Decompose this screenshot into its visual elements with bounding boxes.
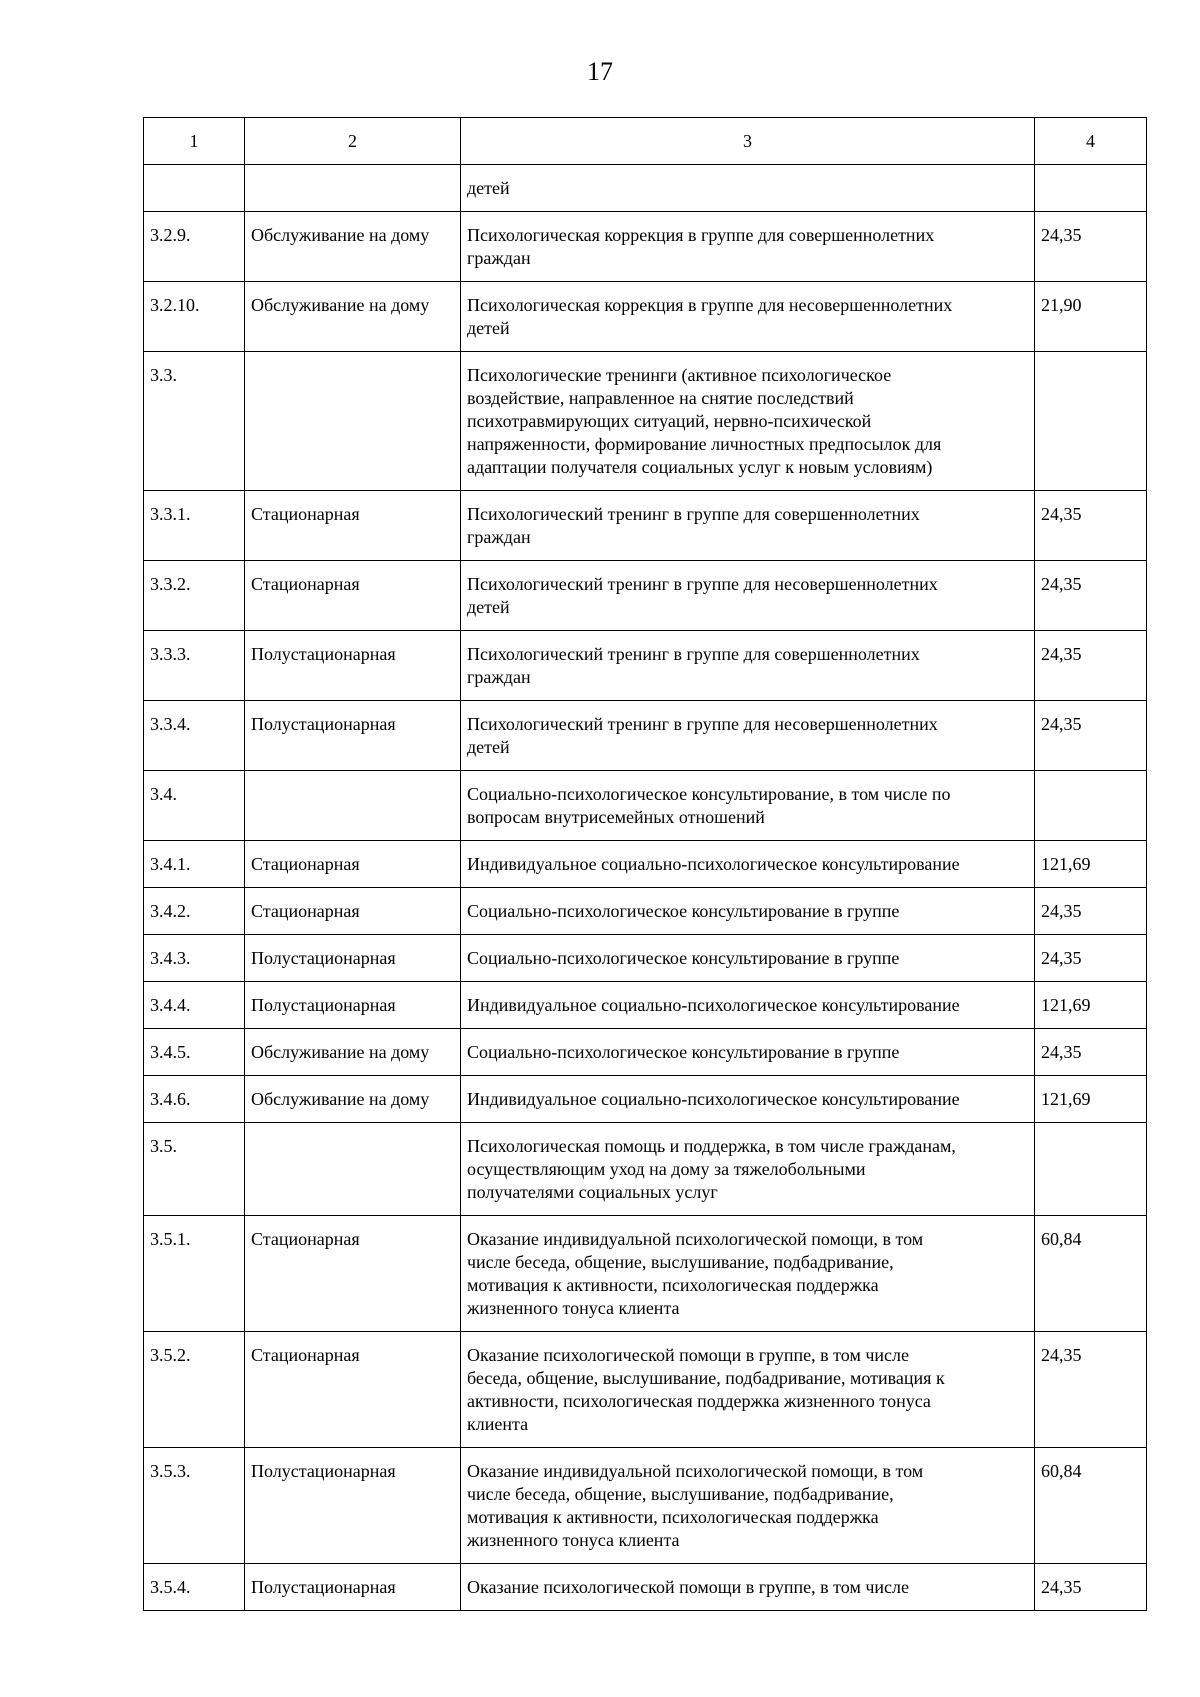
tariff-value-cell: 24,35 — [1035, 1029, 1147, 1076]
service-name-cell: Оказание индивидуальной психологической помощи, в том числе беседа, общение, выслушивание, подбадривание, мотивация к активности, психологическая поддержка жизненного тонуса клиента — [461, 1448, 1035, 1564]
service-form-cell: Стационарная — [245, 841, 461, 888]
tariff-value-cell — [1035, 352, 1147, 491]
table-row — [144, 771, 1147, 841]
table-row — [144, 352, 1147, 491]
service-name-cell: Социально-психологическое консультирование в группе — [461, 1029, 1035, 1076]
service-form-cell — [245, 1123, 461, 1216]
service-name-cell: Социально-психологическое консультирование в группе — [461, 888, 1035, 935]
table-row — [144, 1123, 1147, 1216]
service-form-cell: Полустационарная — [245, 935, 461, 982]
service-form-cell: Обслуживание на дому — [245, 212, 461, 282]
item-number-cell: 3.5.4. — [144, 1564, 245, 1611]
service-name-cell: детей — [461, 165, 1035, 212]
table-row — [144, 491, 1147, 561]
page-number: 17 — [587, 57, 613, 86]
tariff-value-cell: 24,35 — [1035, 561, 1147, 631]
service-form-cell — [245, 771, 461, 841]
service-name-cell: Психологический тренинг в группе для совершеннолетних граждан — [461, 631, 1035, 701]
tariff-value-cell: 60,84 — [1035, 1216, 1147, 1332]
service-name-cell: Психологическая коррекция в группе для несовершеннолетних детей — [461, 282, 1035, 352]
service-name-cell: Психологический тренинг в группе для несовершеннолетних детей — [461, 561, 1035, 631]
service-form-cell: Полустационарная — [245, 1564, 461, 1611]
service-form-cell: Стационарная — [245, 1216, 461, 1332]
item-number-cell — [144, 165, 245, 212]
tariff-value-cell — [1035, 771, 1147, 841]
service-name-cell: Оказание психологической помощи в группе, в том числе — [461, 1564, 1035, 1611]
table-row — [144, 1076, 1147, 1123]
tariff-value-cell: 24,35 — [1035, 1564, 1147, 1611]
item-number-cell: 3.4.6. — [144, 1076, 245, 1123]
service-form-cell: Стационарная — [245, 888, 461, 935]
tariff-value-cell: 24,35 — [1035, 212, 1147, 282]
service-name-cell: Психологический тренинг в группе для совершеннолетних граждан — [461, 491, 1035, 561]
service-name-cell: Психологический тренинг в группе для несовершеннолетних детей — [461, 701, 1035, 771]
tariff-value-cell: 121,69 — [1035, 1076, 1147, 1123]
column-header-2: 2 — [245, 118, 461, 165]
service-name-cell: Социально-психологическое консультирование в группе — [461, 935, 1035, 982]
item-number-cell: 3.3. — [144, 352, 245, 491]
tariff-value-cell: 24,35 — [1035, 491, 1147, 561]
tariff-value-cell: 121,69 — [1035, 841, 1147, 888]
service-form-cell: Обслуживание на дому — [245, 1076, 461, 1123]
item-number-cell: 3.4. — [144, 771, 245, 841]
table-row — [144, 212, 1147, 282]
tariff-value-cell — [1035, 1123, 1147, 1216]
item-number-cell: 3.5. — [144, 1123, 245, 1216]
table-row — [144, 282, 1147, 352]
table-row — [144, 1332, 1147, 1448]
item-number-cell: 3.4.3. — [144, 935, 245, 982]
item-number-cell: 3.4.1. — [144, 841, 245, 888]
tariff-value-cell: 24,35 — [1035, 631, 1147, 701]
service-name-cell: Психологическая помощь и поддержка, в том числе гражданам, осуществляющим уход на дому за тяжелобольными получателями социальных услуг — [461, 1123, 1035, 1216]
item-number-cell: 3.4.4. — [144, 982, 245, 1029]
item-number-cell: 3.5.1. — [144, 1216, 245, 1332]
item-number-cell: 3.4.5. — [144, 1029, 245, 1076]
item-number-cell: 3.4.2. — [144, 888, 245, 935]
service-form-cell: Обслуживание на дому — [245, 1029, 461, 1076]
service-name-cell: Оказание психологической помощи в группе, в том числе беседа, общение, выслушивание, подбадривание, мотивация к активности, психологическая поддержка жизненного тонуса клиента — [461, 1332, 1035, 1448]
service-form-cell: Стационарная — [245, 491, 461, 561]
table-row — [144, 631, 1147, 701]
service-name-cell: Индивидуальное социально-психологическое консультирование — [461, 982, 1035, 1029]
service-form-cell: Полустационарная — [245, 631, 461, 701]
column-header-1: 1 — [144, 118, 245, 165]
table-row — [144, 1029, 1147, 1076]
service-name-cell: Индивидуальное социально-психологическое консультирование — [461, 1076, 1035, 1123]
item-number-cell: 3.3.1. — [144, 491, 245, 561]
service-form-cell: Полустационарная — [245, 701, 461, 771]
table-row — [144, 561, 1147, 631]
column-header-4: 4 — [1035, 118, 1147, 165]
tariff-value-cell: 24,35 — [1035, 1332, 1147, 1448]
tariff-value-cell: 60,84 — [1035, 1448, 1147, 1564]
service-form-cell — [245, 352, 461, 491]
column-header-3: 3 — [461, 118, 1035, 165]
service-name-cell: Психологические тренинги (активное психологическое воздействие, направленное на снятие последствий психотравмирующих ситуаций, нервно-психической напряженности, формирование личностных предпосылок для адаптации получателя социальных услуг к новым условиям) — [461, 352, 1035, 491]
service-form-cell: Стационарная — [245, 561, 461, 631]
item-number-cell: 3.2.10. — [144, 282, 245, 352]
service-form-cell: Полустационарная — [245, 982, 461, 1029]
service-name-cell: Психологическая коррекция в группе для совершеннолетних граждан — [461, 212, 1035, 282]
service-form-cell: Полустационарная — [245, 1448, 461, 1564]
item-number-cell: 3.2.9. — [144, 212, 245, 282]
tariff-value-cell — [1035, 165, 1147, 212]
service-form-cell: Обслуживание на дому — [245, 282, 461, 352]
tariff-value-cell: 121,69 — [1035, 982, 1147, 1029]
service-name-cell: Оказание индивидуальной психологической помощи, в том числе беседа, общение, выслушивание, подбадривание, мотивация к активности, психологическая поддержка жизненного тонуса клиента — [461, 1216, 1035, 1332]
tariff-value-cell: 21,90 — [1035, 282, 1147, 352]
item-number-cell: 3.3.4. — [144, 701, 245, 771]
item-number-cell: 3.3.3. — [144, 631, 245, 701]
table-row — [144, 935, 1147, 982]
item-number-cell: 3.5.2. — [144, 1332, 245, 1448]
tariff-value-cell: 24,35 — [1035, 888, 1147, 935]
item-number-cell: 3.3.2. — [144, 561, 245, 631]
table-row — [144, 888, 1147, 935]
table-header-row — [144, 118, 1147, 165]
service-name-cell: Социально-психологическое консультирование, в том числе по вопросам внутрисемейных отношений — [461, 771, 1035, 841]
table-row — [144, 701, 1147, 771]
table-row — [144, 1448, 1147, 1564]
table-row — [144, 982, 1147, 1029]
item-number-cell: 3.5.3. — [144, 1448, 245, 1564]
service-form-cell: Стационарная — [245, 1332, 461, 1448]
service-name-cell: Индивидуальное социально-психологическое консультирование — [461, 841, 1035, 888]
table-row — [144, 841, 1147, 888]
tariff-value-cell: 24,35 — [1035, 935, 1147, 982]
table-row — [144, 1564, 1147, 1611]
services-table — [143, 117, 1147, 1611]
service-form-cell — [245, 165, 461, 212]
table-row — [144, 1216, 1147, 1332]
tariff-value-cell: 24,35 — [1035, 701, 1147, 771]
table-row — [144, 165, 1147, 212]
